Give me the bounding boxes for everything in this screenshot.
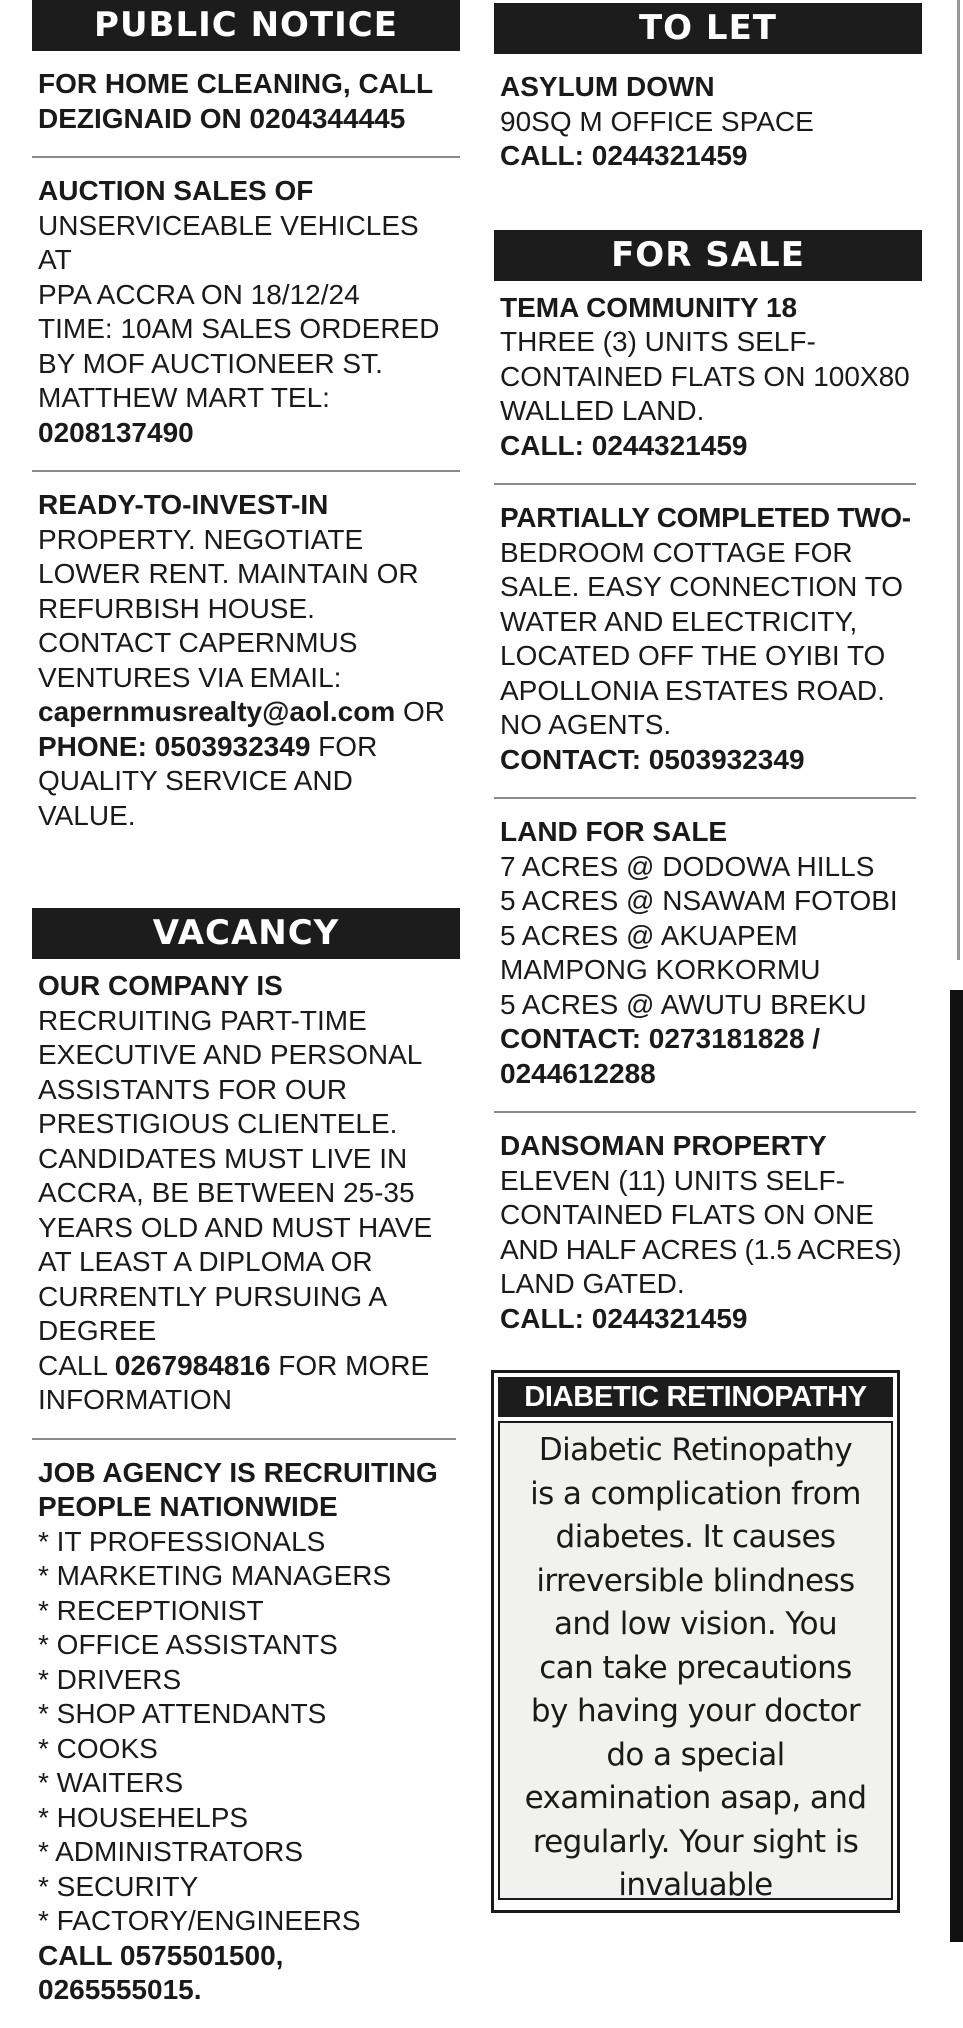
vacancy-title: PEOPLE NATIONWIDE	[38, 1491, 338, 1522]
job-list-item: * IT PROFESSIONALS	[38, 1525, 326, 1557]
diabetic-line: Diabetic Retinopathy	[538, 1432, 853, 1468]
job-list-item: * SECURITY	[38, 1870, 199, 1902]
job-list-item: * COOKS	[38, 1732, 158, 1764]
listing-line: CONTAINED FLATS ON 100X80	[500, 360, 910, 392]
job-list-item: * RECEPTIONIST	[38, 1594, 264, 1626]
diabetic-line: and low vision. You	[553, 1606, 838, 1642]
notice-phone: PHONE: 0503932349	[38, 730, 311, 762]
diabetic-line: irreversible blindness	[536, 1562, 855, 1599]
vacancy-phone: 0267984816	[114, 1349, 271, 1381]
listing-line: WATER AND ELECTRICITY,	[500, 605, 858, 637]
job-list-item: * WAITERS	[38, 1767, 184, 1798]
diabetic-line: by having your doctor	[530, 1693, 861, 1729]
listing-line: 5 ACRES @ AKUAPEM	[500, 919, 798, 951]
notice-title: AUCTION SALES OF	[38, 175, 314, 206]
call-line	[38, 1349, 454, 1384]
vacancy-text: CALL	[38, 1349, 115, 1381]
for-sale-header: FOR SALE	[494, 230, 922, 281]
notice-title: READY-TO-INVEST-IN	[38, 489, 329, 520]
diabetic-line: can take precautions	[539, 1649, 852, 1686]
listing-line: MAMPONG KORKORMU	[500, 954, 821, 985]
notice-line: UNSERVICEABLE VEHICLES AT	[38, 209, 419, 275]
vacancy-our-company	[32, 959, 460, 1438]
listing-line: SALE. EASY CONNECTION TO	[500, 571, 904, 602]
vacancy-line: INFORMATION	[38, 1384, 232, 1415]
job-list-item: * ADMINISTRATORS	[38, 1836, 304, 1867]
listing-phone: CALL: 0244321459	[500, 1302, 748, 1334]
diabetic-line: diabetes. It causes	[555, 1519, 836, 1555]
listing-phone: CONTACT: 0503932349	[500, 743, 805, 775]
notice-line: LOWER RENT. MAINTAIN OR	[38, 558, 419, 589]
job-list-item: * HOUSEHELPS	[38, 1801, 249, 1833]
vacancy-line: AT LEAST A DIPLOMA OR	[38, 1246, 373, 1277]
listing-phone: CALL: 0244321459	[500, 429, 748, 461]
listing-line: 90SQ M OFFICE SPACE	[500, 105, 814, 137]
to-let-header: TO LET	[494, 3, 922, 54]
diabetic-header: DIABETIC RETINOPATHY	[498, 1377, 893, 1417]
listing-phone: CALL: 0244321459	[500, 140, 748, 171]
public-notice-header: PUBLIC NOTICE	[32, 0, 460, 51]
vacancy-line: RECRUITING PART-TIME	[38, 1004, 367, 1036]
notice-line: QUALITY SERVICE AND VALUE.	[38, 765, 353, 831]
listing-line: AND HALF ACRES (1.5 ACRES)	[500, 1233, 902, 1265]
notice-line: VENTURES VIA EMAIL:	[38, 661, 342, 693]
listing-line: ELEVEN (11) UNITS SELF-	[500, 1164, 845, 1196]
listing-title: DANSOMAN PROPERTY	[500, 1130, 827, 1161]
vacancy-line: CURRENTLY PURSUING A	[38, 1280, 388, 1312]
diabetic-line: examination asap, and	[524, 1780, 867, 1816]
notice-line: PPA ACCRA ON 18/12/24	[38, 278, 360, 310]
vacancy-header: VACANCY	[32, 908, 460, 959]
job-list-item: * OFFICE ASSISTANTS	[38, 1629, 338, 1660]
vacancy-line: ACCRA, BE BETWEEN 25-35	[38, 1177, 415, 1208]
listing-line: LOCATED OFF THE OYIBI TO	[500, 640, 886, 671]
vacancy-title: OUR COMPANY IS	[38, 970, 283, 1001]
vacancy-line: CANDIDATES MUST LIVE IN	[38, 1142, 408, 1174]
notice-line: FOR HOME CLEANING, CALL	[38, 68, 434, 99]
listing-line: LAND GATED.	[500, 1268, 685, 1299]
notice-text: OR	[395, 696, 445, 727]
listing-line: APOLLONIA ESTATES ROAD.	[500, 674, 885, 706]
vacancy-text: FOR MORE	[270, 1349, 430, 1381]
email-line	[38, 695, 454, 730]
vacancy-job-agency	[32, 1440, 460, 2028]
listing-line: 7 ACRES @ DODOWA HILLS	[500, 850, 875, 882]
left-column	[32, 0, 460, 2028]
diabetic-line: invaluable	[618, 1867, 773, 1903]
notice-phone: 0208137490	[38, 416, 194, 448]
job-list-item: * SHOP ATTENDANTS	[38, 1698, 327, 1729]
notice-line: PROPERTY. NEGOTIATE	[38, 523, 364, 555]
notice-ready-to-invest	[32, 472, 460, 853]
diabetic-line: do a special	[606, 1736, 785, 1773]
email-address[interactable]: capernmusrealty@aol.com	[38, 696, 396, 727]
notice-auction-sales	[32, 158, 460, 470]
notice-line: MATTHEW MART TEL:	[38, 382, 330, 413]
sale-cottage	[494, 485, 922, 797]
vacancy-phone: CALL 0575501500, 0265555015.	[38, 1939, 284, 2005]
diabetic-line: regularly. Your sight is	[532, 1823, 859, 1860]
diabetic-body	[498, 1421, 893, 1903]
notice-line: TIME: 10AM SALES ORDERED	[38, 313, 440, 344]
vacancy-line: EXECUTIVE AND PERSONAL	[38, 1039, 423, 1070]
job-list-item: * MARKETING MANAGERS	[38, 1560, 392, 1591]
notice-line: BY MOF AUCTIONEER ST.	[38, 347, 383, 379]
listing-line: THREE (3) UNITS SELF-	[500, 326, 816, 357]
diabetic-retinopathy-box	[491, 1370, 900, 1913]
notice-home-cleaning	[32, 51, 460, 156]
job-list-item: * FACTORY/ENGINEERS	[38, 1905, 361, 1936]
listing-line: 5 ACRES @ AWUTU BREKU	[500, 988, 867, 1020]
listing-line: WALLED LAND.	[500, 395, 705, 426]
listing-title: TEMA COMMUNITY 18	[500, 291, 798, 323]
vacancy-line: DEGREE	[38, 1315, 157, 1346]
sale-tema-community	[494, 281, 922, 484]
listing-phone: CONTACT: 0273181828 /	[500, 1023, 821, 1054]
listing-line: 5 ACRES @ NSAWAM FOTOBI	[500, 885, 898, 916]
right-column	[494, 0, 922, 1356]
vacancy-title: JOB AGENCY IS RECRUITING	[38, 1456, 438, 1488]
listing-title: LAND FOR SALE	[500, 816, 728, 847]
notice-line: DEZIGNAID ON 0204344445	[38, 102, 406, 134]
listing-line: NO AGENTS.	[500, 709, 672, 740]
listing-title: PARTIALLY COMPLETED TWO-	[500, 502, 911, 533]
to-let-asylum-down	[494, 54, 922, 194]
vacancy-line: ASSISTANTS FOR OUR	[38, 1073, 348, 1105]
sale-dansoman	[494, 1113, 922, 1356]
sale-land	[494, 799, 922, 1111]
listing-phone: 0244612288	[500, 1057, 656, 1089]
listing-line: BEDROOM COTTAGE FOR	[500, 536, 853, 568]
phone-line	[38, 730, 454, 765]
notice-line: CONTACT CAPERNMUS	[38, 627, 358, 658]
job-list-item: * DRIVERS	[38, 1663, 182, 1695]
page-edge-bar	[950, 990, 963, 1942]
notice-text: FOR	[310, 730, 378, 762]
diabetic-line: is a complication from	[530, 1475, 861, 1512]
vacancy-line: YEARS OLD AND MUST HAVE	[38, 1211, 433, 1243]
page-edge-line	[957, 0, 960, 960]
listing-line: CONTAINED FLATS ON ONE	[500, 1199, 874, 1230]
listing-title: ASYLUM DOWN	[500, 71, 715, 102]
vacancy-line: PRESTIGIOUS CLIENTELE.	[38, 1108, 398, 1139]
notice-line: REFURBISH HOUSE.	[38, 592, 315, 624]
